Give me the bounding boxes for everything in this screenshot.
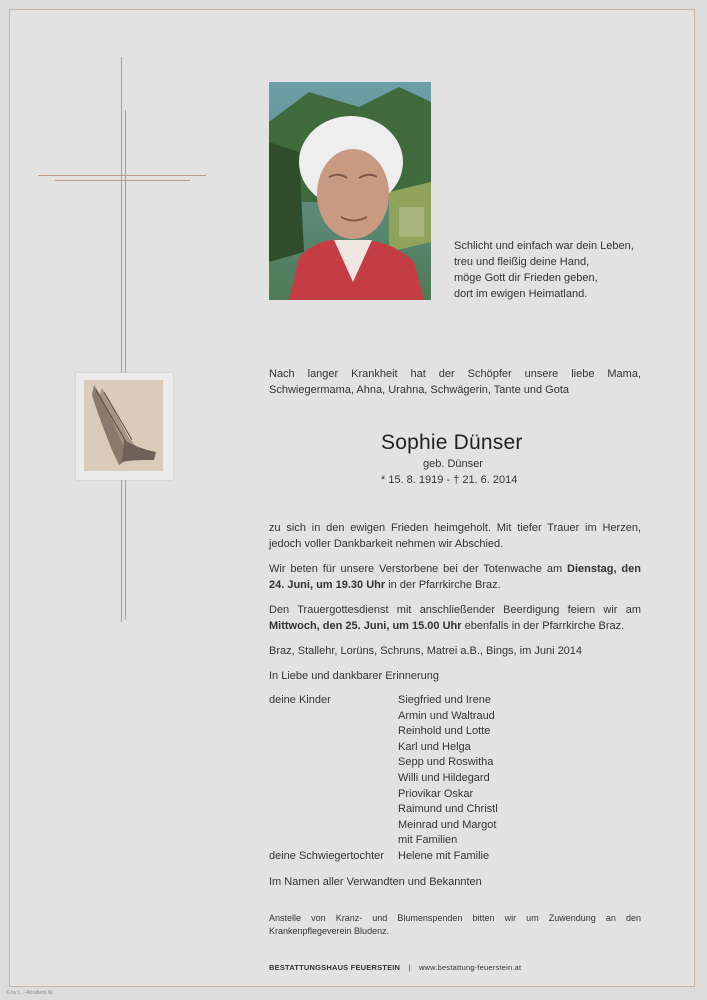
cross-vertical-line-inner (125, 110, 126, 620)
list-item: mit Familien (398, 834, 458, 847)
place-and-date: Braz, Stallehr, Lorüns, Schruns, Matrei a.B., Bings, im Juni 2014 (269, 645, 583, 657)
poem-line: Schlicht und einfach war dein Leben, (454, 240, 634, 252)
image-credit: © by L. - Abrahem W. (6, 990, 54, 996)
portrait-image (269, 82, 431, 300)
paragraph-funeral (269, 602, 641, 634)
list-item: Siegfried und Irene (398, 694, 491, 706)
funeral-home-website[interactable]: www.bestattung-feuerstein.at (418, 963, 522, 972)
wake-text-start: Wir beten für unsere Verstorbene bei der Totenwache am (269, 563, 568, 575)
relatives-line: Im Namen aller Verwandten und Bekannten (269, 876, 482, 888)
footer (269, 963, 521, 972)
funeral-text-start: Den Trauergottesdienst mit anschließender Beerdigung feiern wir am (269, 604, 641, 616)
list-item: Raimund und Christl (398, 803, 498, 816)
paragraph-farewell: zu sich in den ewigen Frieden heimgeholt. Mit tiefer Trauer im Herzen, jedoch voller Dankbarkeit nehmen wir Abschied. (269, 522, 641, 550)
cross-vertical-line (121, 57, 122, 622)
life-dates: * 15. 8. 1919 - † 21. 6. 2014 (381, 474, 518, 486)
paragraph-wake (269, 561, 641, 593)
funeral-date: Mittwoch, den 25. Juni, um 15.00 Uhr (269, 620, 462, 632)
praying-hands-icon (84, 380, 163, 471)
deceased-name: Sophie Dünser (381, 431, 523, 454)
cross-horizontal-line-inner (55, 180, 190, 181)
funeral-home-name: BESTATTUNGSHAUS FEUERSTEIN (269, 963, 401, 972)
wake-date: Dienstag, den 24. Juni, um 19.30 Uhr (269, 563, 641, 591)
wake-text-end: in der Pfarrkirche Braz. (385, 579, 501, 591)
poem-line: treu und fleißig deine Hand, (454, 256, 590, 268)
list-item: Meinrad und Margot (398, 818, 497, 831)
poem (454, 238, 634, 302)
children-label: deine Kinder (269, 694, 331, 706)
poem-line: möge Gott dir Frieden geben, (454, 272, 598, 284)
list-item: Karl und Helga (398, 740, 471, 753)
praying-hands-image (84, 380, 163, 471)
cross-horizontal-line (38, 175, 206, 176)
remembrance-line: In Liebe und dankbarer Erinnerung (269, 670, 440, 682)
footer-separator: | (408, 963, 411, 972)
portrait-photo (269, 82, 431, 300)
birth-name: geb. Dünser (423, 458, 483, 470)
list-item: Sepp und Roswitha (398, 756, 494, 769)
daughter-in-law-name: Helene mit Familie (398, 850, 490, 862)
list-item: Willi und Hildegard (398, 771, 490, 784)
poem-line: dort im ewigen Heimatland. (454, 288, 588, 300)
funeral-text-end: ebenfalls in der Pfarrkirche Braz. (461, 620, 625, 632)
donation-note: Anstelle von Kranz- und Blumenspenden bitten wir um Zuwendung an den Krankenpflegeverein Bludenz. (269, 913, 641, 936)
daughter-in-law-label: deine Schwiegertochter (269, 850, 384, 862)
children-list (398, 693, 498, 849)
list-item: Reinhold und Lotte (398, 725, 491, 738)
list-item: Armin und Waltraud (398, 709, 495, 722)
intro-text: Nach langer Krankheit hat der Schöpfer unsere liebe Mama, Schwiegermama, Ahna, Urahna, Schwägerin, Tante und Gota (269, 368, 641, 396)
list-item: Priovikar Oskar (398, 787, 474, 800)
